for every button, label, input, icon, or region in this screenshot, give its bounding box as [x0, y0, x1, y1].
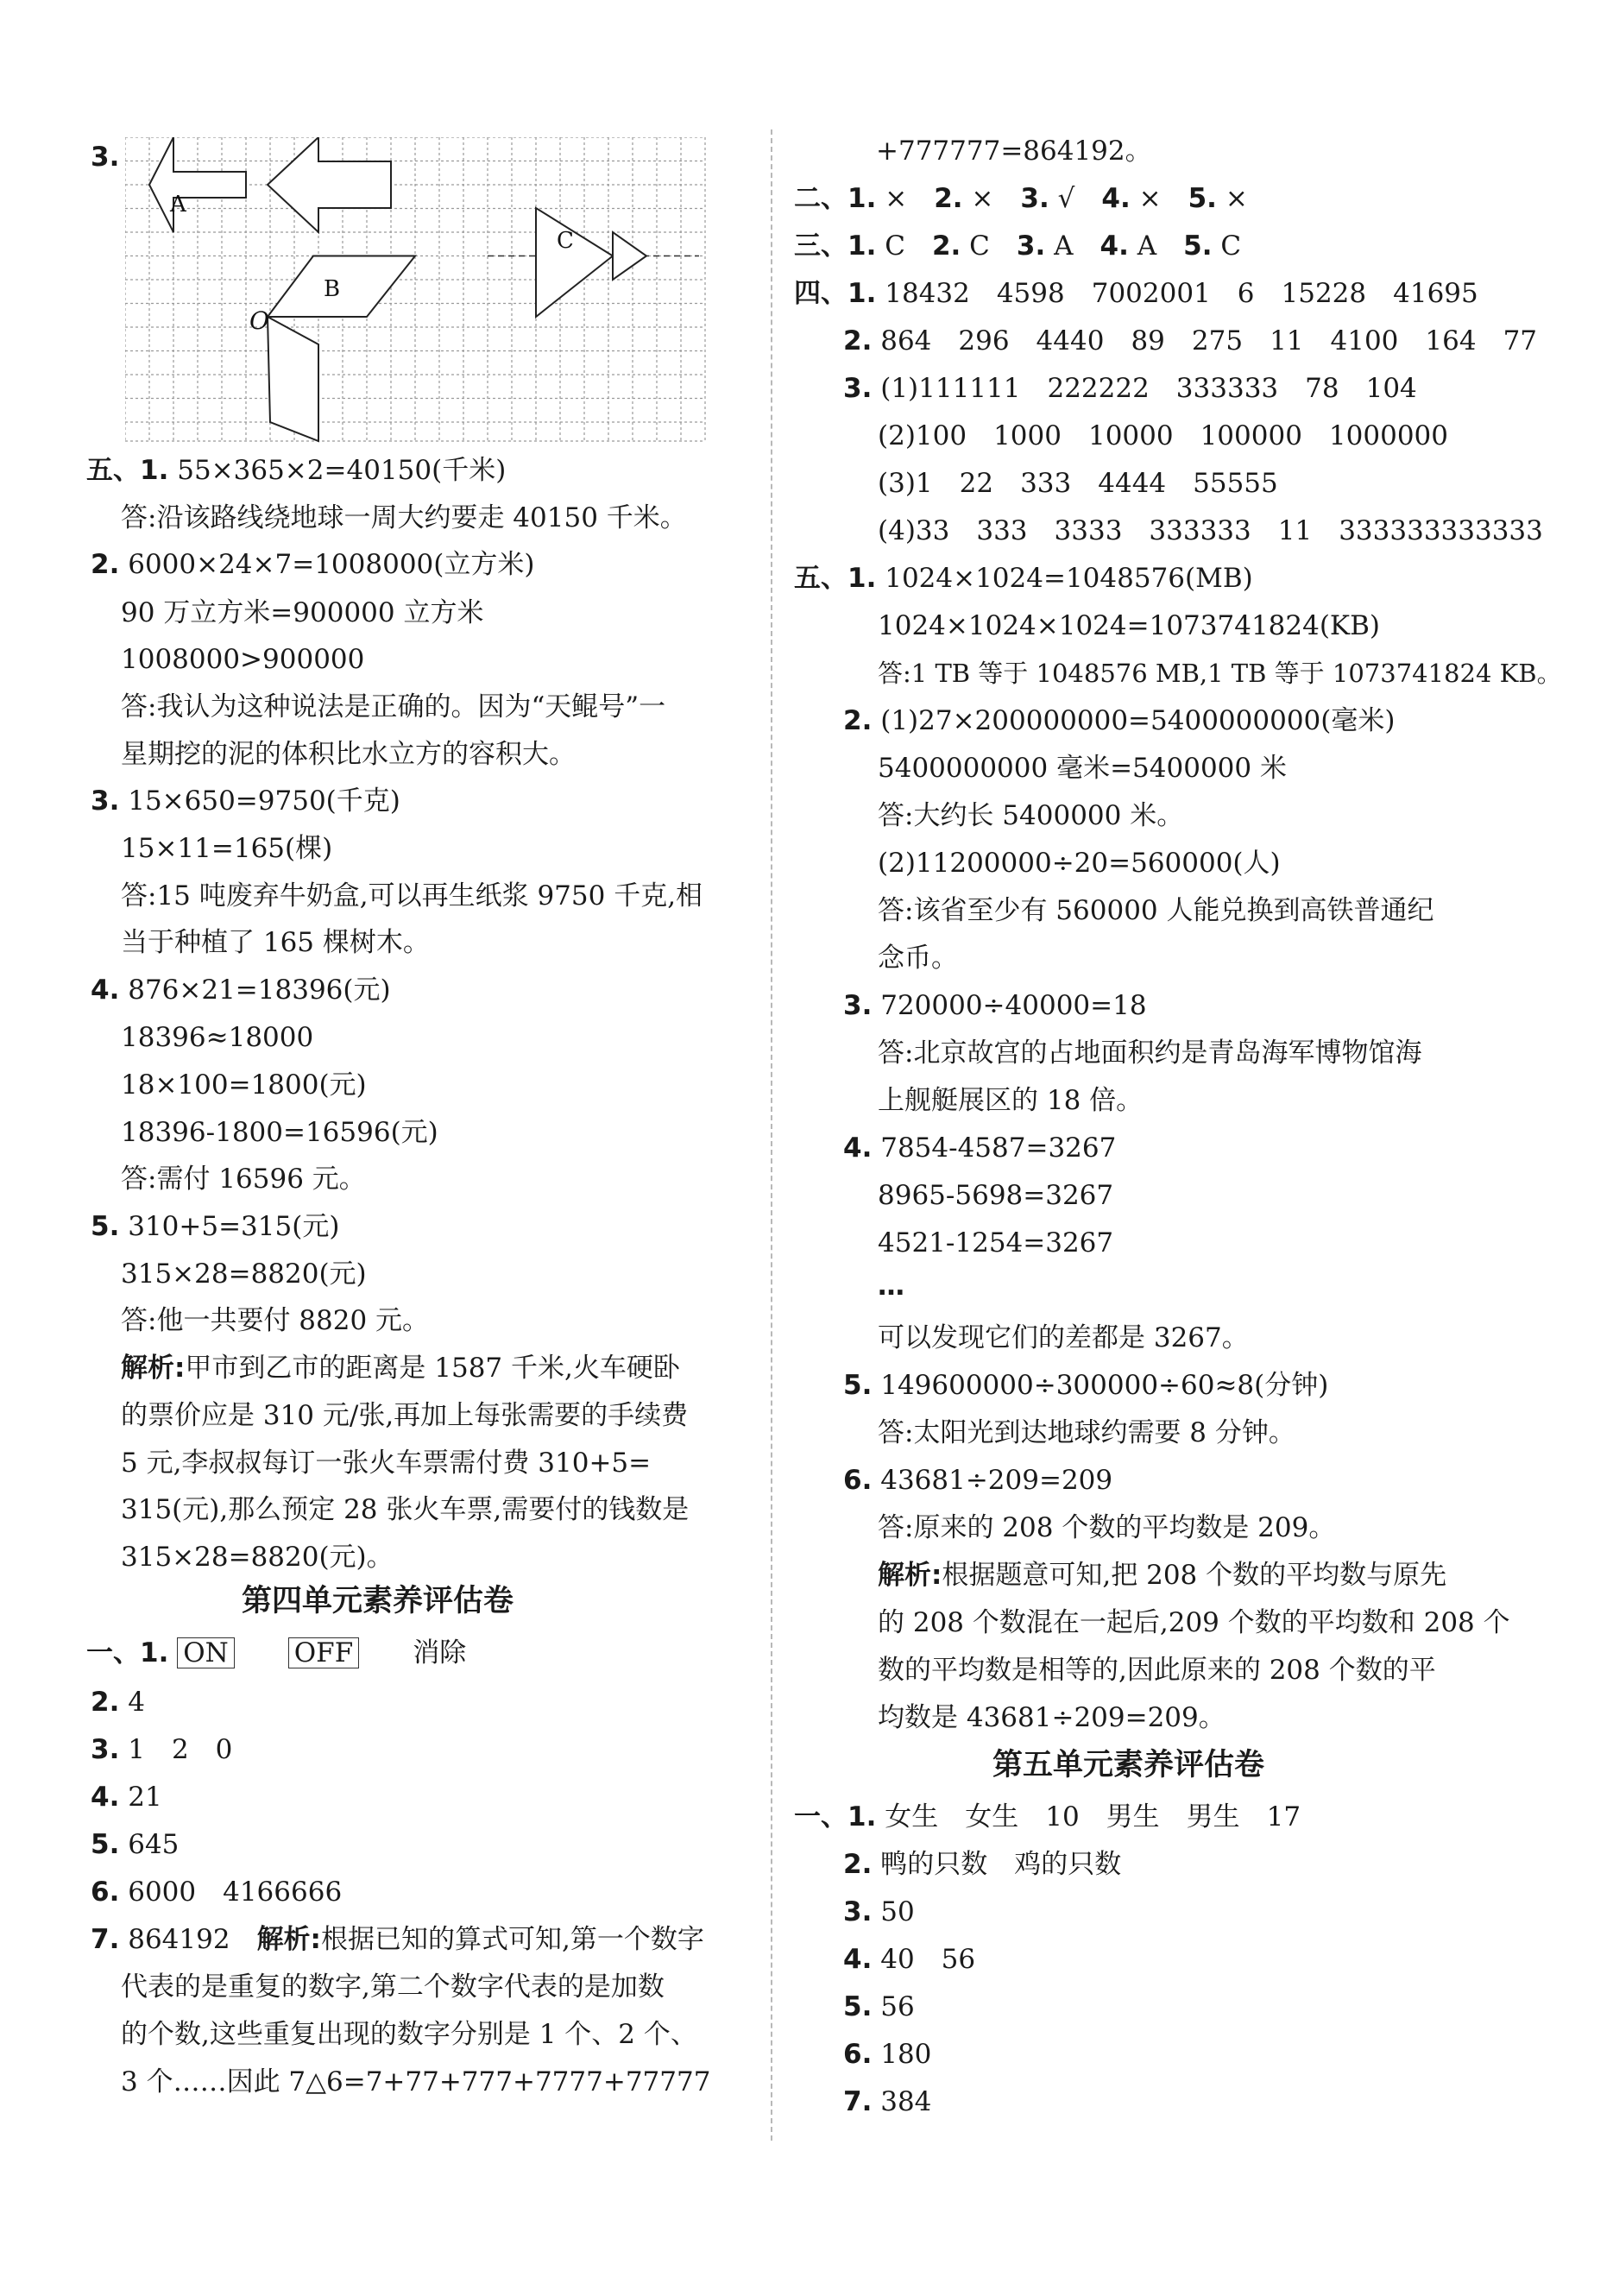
column-divider: [771, 129, 772, 2141]
left-sec5-q4: 4. 876×21=18396(元): [91, 975, 391, 1006]
explanation-line: 315×28=8820(元)。: [121, 1542, 394, 1573]
label-o: O: [249, 306, 269, 335]
right-sec5-q4: 4. 7854-4587=3267: [843, 1132, 1117, 1164]
calc-line: 1024×1024×1024=1073741824(KB): [878, 610, 1380, 641]
answer-line: 答:沿该路线绕地球一周大约要走 40150 千米。: [121, 502, 687, 533]
figure-question-number: 3.: [91, 142, 120, 173]
answer-line: 答:原来的 208 个数的平均数是 209。: [878, 1512, 1336, 1543]
answer-line: 答:1 TB 等于 1048576 MB,1 TB 等于 1073741824 KB。: [878, 659, 1562, 688]
unit5-q5: 5. 56: [843, 1991, 915, 2022]
right-sec5-q1: 五、1. 1024×1024=1048576(MB): [794, 563, 1253, 594]
answer-line: 答:大约长 5400000 米。: [878, 800, 1184, 831]
off-key-box: OFF: [288, 1637, 359, 1668]
label-a: A: [170, 192, 186, 218]
unit5-q7: 7. 384: [843, 2086, 932, 2117]
explanation-line: 解析:根据题意可知,把 208 个数的平均数与原先: [878, 1560, 1447, 1591]
answer-line: 星期挖的泥的体积比水立方的容积大。: [121, 739, 576, 770]
left-sec5-q2: 2. 6000×24×7=1008000(立方米): [91, 549, 535, 580]
calc-line: 1008000>900000: [121, 644, 365, 675]
right-sec4-q2: 2. 864 296 4440 89 275 11 4100 164 77: [843, 325, 1538, 356]
calc-line: 18396-1800=16596(元): [121, 1117, 438, 1148]
on-key-box: ON: [177, 1637, 235, 1668]
grid-figure: [125, 137, 712, 448]
explanation-line: 的 208 个数混在一起后,209 个数的平均数和 208 个: [878, 1607, 1510, 1638]
answer-line: 答:该省至少有 560000 人能兑换到高铁普通纪: [878, 895, 1434, 926]
answer-line: 可以发现它们的差都是 3267。: [878, 1322, 1249, 1353]
right-sec3: 三、1. C 2. C 3. A 4. A 5. C: [794, 230, 1242, 262]
right-sec4-q1: 四、1. 18432 4598 7002001 6 15228 41695: [794, 278, 1478, 309]
explanation-line: 代表的是重复的数字,第二个数字代表的是加数: [121, 1971, 665, 2003]
calc-line: (2)11200000÷20=560000(人): [878, 848, 1281, 879]
calc-line: (4)33 333 3333 333333 11 333333333333: [878, 515, 1543, 546]
left-sec5-q1: 五、1. 55×365×2=40150(千米): [86, 455, 507, 486]
continuation-line: +777777=864192。: [876, 136, 1152, 167]
explanation-line: 数的平均数是相等的,因此原来的 208 个数的平: [878, 1655, 1436, 1686]
calc-line: 315×28=8820(元): [121, 1258, 367, 1290]
explanation-line: 5 元,李叔叔每订一张火车票需付费 310+5=: [121, 1448, 652, 1479]
calc-line: 4521-1254=3267: [878, 1227, 1114, 1258]
unit5-q3: 3. 50: [843, 1896, 915, 1927]
answer-line: 答:15 吨废弃牛奶盒,可以再生纸浆 9750 千克,相: [121, 880, 703, 911]
unit4-q5: 5. 645: [91, 1829, 180, 1860]
arrow-shape-large: [268, 137, 391, 232]
label-c: C: [557, 228, 574, 254]
calc-line: 90 万立方米=900000 立方米: [121, 597, 484, 628]
answer-line: 答:他一共要付 8820 元。: [121, 1305, 430, 1336]
calc-line: (3)1 22 333 4444 55555: [878, 468, 1278, 499]
ellipsis-line: …: [878, 1271, 904, 1302]
arrow-shape-a: [149, 137, 246, 232]
answer-line: 上舰艇展区的 18 倍。: [878, 1085, 1144, 1116]
right-sec2: 二、1. × 2. × 3. √ 4. × 5. ×: [794, 183, 1248, 214]
right-sec5-q6: 6. 43681÷209=209: [843, 1465, 1113, 1496]
right-sec5-q2: 2. (1)27×200000000=5400000000(毫米): [843, 705, 1396, 736]
unit4-q6: 6. 6000 4166666: [91, 1877, 343, 1908]
answer-line: 答:北京故宫的占地面积约是青岛海军博物馆海: [878, 1038, 1422, 1069]
label-b: B: [324, 276, 341, 302]
left-sec5-q5: 5. 310+5=315(元): [91, 1211, 340, 1242]
unit5-q1: 一、1. 女生 女生 10 男生 男生 17: [794, 1801, 1301, 1832]
calc-line: 5400000000 毫米=5400000 米: [878, 753, 1287, 784]
answer-line: 念币。: [878, 943, 958, 974]
left-sec5-q3: 3. 15×650=9750(千克): [91, 785, 400, 817]
right-sec5-q5: 5. 149600000÷300000÷60≈8(分钟): [843, 1370, 1329, 1401]
calc-line: 15×11=165(棵): [121, 833, 333, 864]
answer-line: 当于种植了 165 棵树木。: [121, 927, 430, 958]
parallelogram-shape-b: [268, 256, 415, 318]
triangle-shape-small: [613, 232, 646, 280]
answer-line: 答:需付 16596 元。: [121, 1164, 366, 1195]
unit5-q6: 6. 180: [843, 2039, 932, 2070]
unit4-q4: 4. 21: [91, 1782, 162, 1813]
explanation-line: 解析:甲市到乙市的距离是 1587 千米,火车硬卧: [121, 1353, 680, 1384]
unit4-q1: 一、1. ON OFF 消除: [86, 1637, 467, 1668]
grid-figure-svg: [125, 137, 712, 445]
unit5-title: 第五单元素养评估卷: [992, 1748, 1265, 1782]
unit4-title: 第四单元素养评估卷: [242, 1584, 514, 1618]
explanation-line: 的票价应是 310 元/张,再加上每张需要的手续费: [121, 1400, 689, 1431]
triangle-shape-c: [536, 208, 613, 317]
right-sec4-q3: 3. (1)111111 222222 333333 78 104: [843, 373, 1417, 404]
explanation-line: 315(元),那么预定 28 张火车票,需要付的钱数是: [121, 1494, 690, 1525]
calc-line: 18396≈18000: [121, 1022, 314, 1053]
explanation-line: 3 个……因此 7△6=7+77+777+7777+77777: [121, 2066, 711, 2097]
answer-line: 答:太阳光到达地球约需要 8 分钟。: [878, 1417, 1295, 1448]
calc-line: (2)100 1000 10000 100000 1000000: [878, 420, 1448, 451]
unit4-q3: 3. 1 2 0: [91, 1734, 233, 1765]
unit4-q2: 2. 4: [91, 1687, 145, 1718]
calc-line: 18×100=1800(元): [121, 1069, 367, 1101]
unit5-q2: 2. 鸭的只数 鸡的只数: [843, 1849, 1122, 1880]
explanation-line: 均数是 43681÷209=209。: [878, 1702, 1226, 1733]
unit5-q4: 4. 40 56: [843, 1944, 976, 1975]
answer-line: 答:我认为这种说法是正确的。因为“天鲲号”一: [121, 691, 666, 722]
explanation-line: 的个数,这些重复出现的数字分别是 1 个、2 个、: [121, 2019, 697, 2050]
unit4-q7: 7. 864192 解析:根据已知的算式可知,第一个数字: [91, 1924, 704, 1955]
parallelogram-shape-rotated: [268, 317, 318, 441]
right-sec5-q3: 3. 720000÷40000=18: [843, 990, 1147, 1021]
calc-line: 8965-5698=3267: [878, 1180, 1114, 1211]
